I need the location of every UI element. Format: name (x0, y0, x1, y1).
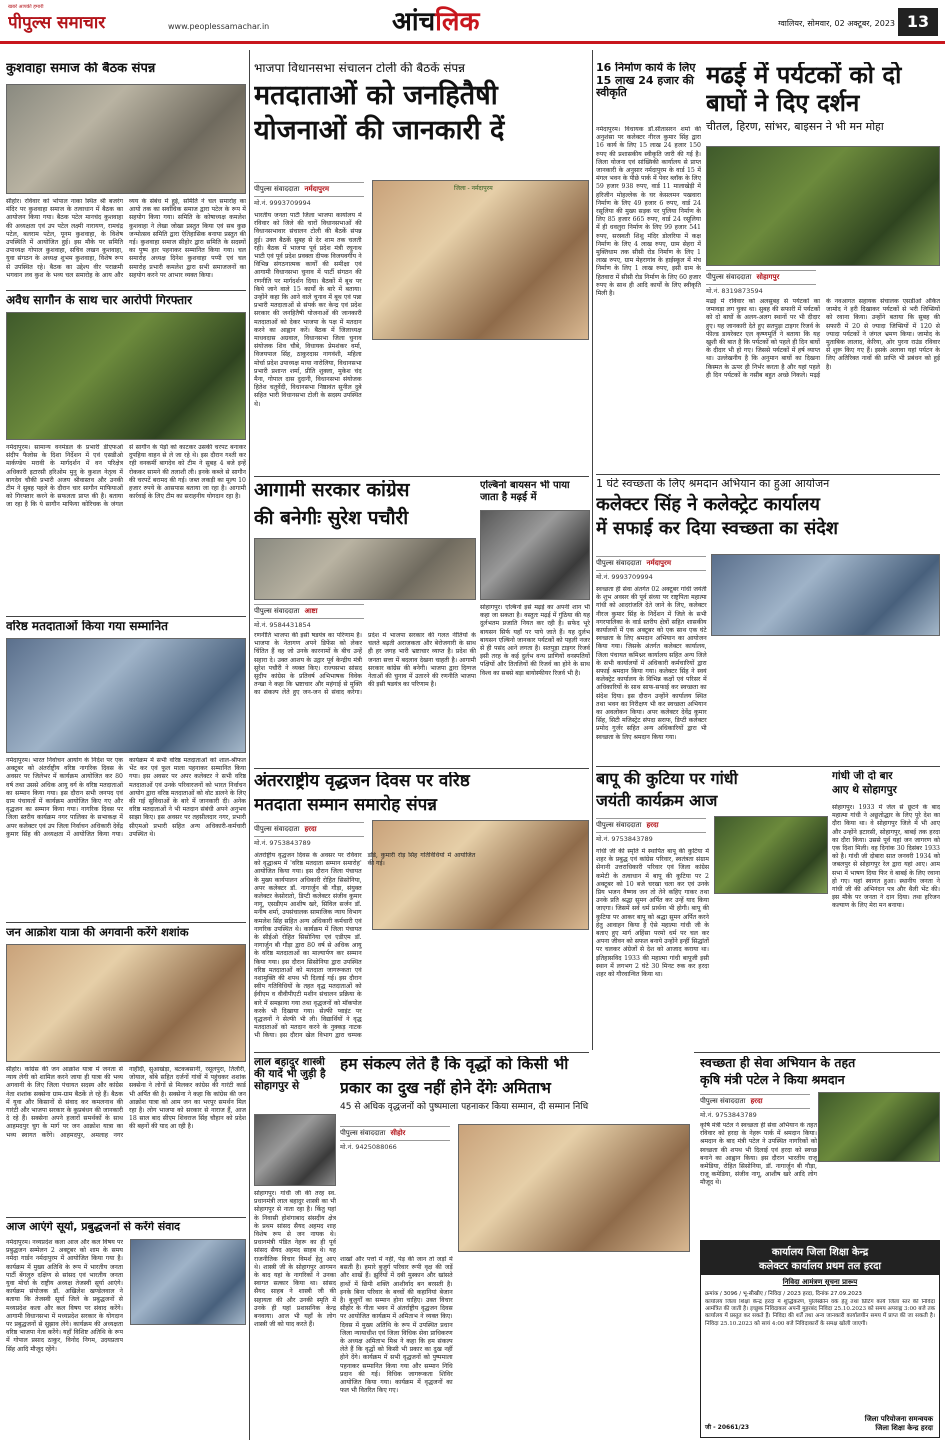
article-surya (6, 1221, 246, 1439)
title-line-2: की यादें भी जुड़ी है (254, 1068, 326, 1081)
article-body: सोहागपुर। गांधी जी की तरह स्व. प्रधानमंत्री लाल बहादुर शास्त्री का भी सोहागपुर से नाता रहा है। किंतु यहां के निवासी होशंगाबाद संसदीय क्षेत्र के प्रथम सांसद सैयद अहमद शाह विशेष रूप से जन नायक थे। प्रधानमंत्री पंडित नेहरू का ही पूर्व सांसद सैयद अहमद साहब थे। यह राजनीतिक विचार विमर्श हेतु आए थे। शास्त्री जी के सोहागपुर आगमन के बाद यहां के नागरिकों ने उनका स्वागत सत्कार किया था। सांसद सैयद साहब ने शास्त्री जी की सहायता की और उनकी स्मृति में उनके ही यहां प्रशासनिक केन्द्र बनवाया। आज भी यहाँ के लोग शास्त्री जी को याद करते हैं। (254, 1190, 336, 1329)
subhead: चीतल, हिरण, सांभर, बाइसन ने भी मन मोहा (706, 120, 884, 134)
divider (596, 474, 940, 475)
headline-line-1: बापू की कुटिया पर गांधी (596, 770, 738, 788)
article-bjp (254, 62, 589, 472)
byline (254, 604, 364, 619)
masthead (0, 0, 945, 42)
article-body: मढई में रविवार को अलसुबह से पर्यटकों का जमावड़ा लग चुका था। सुबह की सफारी में पर्यटकों को दो बाघों के अलग-अलग स्थानों पर भी दीदार हुए। यह जानकारी देते हुए सतपुड़ा टाइगर रिजर्व के फील्ड डायरेक्टर एल कृष्णमूर्ति ने बताया कि यह खुशी की बात है कि पर्यटकों को पहले ही दिन बाघों के दीदार भी हो गए। जिससे पर्यटकों में हर्ष व्याप्त था। उल्लेखनीय है कि अनुमान बाघों का दिखना किस्मत के ऊपर ही निर्भर करता है और यहां पहले ही दिन पर्यटकों के नसीब बहुत अच्छे निकले। मढ़ई के नवआगत सहायक संचालक एसडीओ अंकित जामोद ने हरी दिखाकर पर्यटकों से भरी जिप्सियों को रवाना किया। उन्होंने बताया कि सुबह की सफारी में 20 से ज्यादा जिप्सियों में 120 से ज्यादा पर्यटकों ने जंगल भ्रमण किया। जामोद के मुताबिक लालाद, केरिया, ओर पुरना राउंड रविवार से शुरू किए गए हैं। इसके अलावा यहां पर्यटन के लिए अतिरिक्त नावों की प्राप्ति भी प्रबंधन को हुई है। (706, 298, 940, 379)
mobile: मो.नं. 9753843789 (254, 839, 311, 847)
location: हरदा (750, 1097, 763, 1105)
article-shramdaan (596, 478, 940, 763)
headline: एल्बिनो बायसन भी पाया जाता है मढ़ई में (480, 480, 570, 503)
headline-line-2: कृषि मंत्री पटेल ने किया श्रमदान (700, 1072, 845, 1088)
column-divider (249, 50, 250, 1440)
article-body: सोहागपुर। 1933 में जेल से छूटने के बाद महात्मा गांधी ने अछूतोद्धार के लिए पूरे देश का दौरा किया था। वे सोहागपुर जिले में भी आए और उन्होंने इटारसी, सोहागपुर, बाबई तक हरदा का दौरा किया। उससे पूर्व यहां जन जागरण को एक दिशा मिली। वह दिनांक 30 दिसंबर 1933 को है। गांधी जी दोबारा सात जनवरी 1934 को जबलपुर से सोहागपुर रेल द्वारा यहां आए। आम सभा में भाषण दिया फिर वे बाबई के लिए रवाना हो गए। यहां स्वागत हुआ। स्थानीय जनता ने गांधी जी की अभिनंदन पत्र और थैली भेंट की। इस मौके पर जनता ने दान दिया। तथा हरिजन कल्याण के लिए मेरा मन बनाया। (832, 804, 940, 910)
mobile: मो.नं. 9425088066 (340, 1143, 397, 1151)
headline-line-2: मतदाता सम्मान समारोह संपन्न (254, 794, 437, 815)
notice-header-line-1: कार्यालय जिला शिक्षा केन्द्र (771, 1247, 869, 1258)
mobile: मो.नं. 9753843789 (700, 1111, 757, 1119)
reporter: पीपुल्स संवाददाता (254, 825, 300, 833)
notice-subtitle: निविदा आमंत्रण सूचना प्रारूप (782, 1278, 858, 1286)
headline-line-2: प्रकार का दुख नहीं होने देंगेः अमिताभ (340, 1078, 551, 1097)
byline (700, 1094, 810, 1109)
notice-header-line-2: कलेक्टर कार्यालय प्रथम तल हरदा (758, 1261, 882, 1272)
article-body: अंतर्राष्ट्रीय वृद्धजन दिवस के अवसर पर रविवार को वृद्धाश्रम में 'वरिष्ठ मतदाता सम्मान समारोह' आयोजित किया गया। इस दौरान जिला पंचायत के मुख्य कार्यपालन अधिकारी रोहित सिसोनिया, अपर कलेक्टर डॉ. नागार्जुन बी गौड़ा, संयुक्त कलेक्टर केसोरातो, डिप्टी कलेक्टर संजीव कुमार नागू, एसडीएम आशीष खरे, सिविल सर्जन डॉ. मनीष शर्मा, उपसंचालक सामाजिक न्याय विभाग कमलेश सिंह सहित अन्य अधिकारी कर्मचारी एवं नागरिक उपस्थित थे। कार्यक्रम में जिला पंचायत के सीईओ रोहित सिसोनिया एवं एडीएम डॉ. नागार्जुन बी गौड़ा द्वारा 80 वर्ष से अधिक आयु के वरिष्ठ मतदाताओं का माल्यार्पण कर सम्मान किया गया। इस दौरान सिसोनिया द्वारा उपस्थित वरिष्ठ मतदाताओं को मतदाता जागरूकता एवं नशामुक्ति की शपथ भी दिलाई गई। इस दौरान स्वीप गतिविधियों के तहत वृद्ध मतदाताओं को ईवीएम व वीवीपीएटी मशीन संचालन प्रक्रिया के बारे में समझाया गया तथा वृद्धजनों को मॉकपोल करके भी दिखाया गया। सेल्फी प्वाइंट पर वृद्धजनों ने सेल्फी भी ली। विद्यार्थियों ने वृद्ध मतदाताओं को मतदान करने के नुक्कड़ नाटक भी किया। इस दौरान खेल विभाग द्वारा चम्पक डोंडे, कुमारी रोड़ सिंह गतिविधियों में आयोजित की गई। (254, 852, 476, 1040)
divider (694, 1052, 940, 1053)
headline-line-1: स्वच्छता ही सेवा अभियान के तहत (700, 1056, 856, 1070)
article-body: गांधी जी की स्मृति में स्थापित बापू की कुटिया में शहर के प्रबुद्ध एवं कांग्रेस परिवार, स्वतंत्रता संग्राम सेनानी उत्तराधिकारी परिवार एवं जिला कांग्रेस कमेटी के तत्वाधान में बापू की कुटिया पर 2 अक्टूबर को 10 बजे चरखा चला कर एवं उनके प्रिय भजन वैष्णव जन तो तेने कहिए गाकर तथा उनके प्रति श्रद्धा सुमन अर्पित कर उन्हें याद किया जाएगा। जिसमें सर्व धर्म प्रार्थना भी होगी। बापू की कुटिया पर आकर बापू को श्रद्धा सुमन अर्पित करने हेतु आवाहन किया है ऐसे महात्मा गांधी जी के बताए हुए मार्ग अहिंसा परमो धर्म पर चल कर अपना जीवन को सफल बनाये उन्होंने इन्हीं सिद्धांतों पर चलकर अंग्रेजों से देश को आजाद कराया था। इतिहासविद 1933 की महात्मा गांधी बापूजी इसी स्थान में लगभग 2 घंटे 30 मिनट रुक कर हरदा शहर को गौरवान्वित किया था। (596, 848, 709, 979)
kicker: 1 घंटे स्वच्छता के लिए श्रमदान अभियान का हुआ आयोजन (596, 478, 830, 490)
divider (6, 1217, 246, 1218)
mobile: मो.नं. 9753843789 (596, 835, 653, 843)
article-kushwaha (6, 62, 246, 287)
article-body: कृषि मंत्री पटेल ने स्वच्छता ही सेवा अभियान के तहत रविवार को हरदा के नेहरू पार्क में श्रमदान किया। श्रमदान के बाद मंत्री पटेल ने उपस्थित नागरिकों को स्वच्छता की शपथ भी दिलाई एवं हरदा को स्वच्छ बनाने का आह्वान किया। इस दौरान भारतीय राजू कमेडिया, रोहित सिसोनिया, डॉ. नागार्जुन बी गौड़ा, राजू कमेडिया, संजीव नागू, आशीष खरे आदि लोग मौजूद थे। (700, 1122, 817, 1187)
location: हरदा (646, 821, 659, 829)
article-body: नर्मदापुरम। विधायक डॉ.सीतासरन शर्मा की अनुशंसा पर कलेक्टर नीरज कुमार सिंह द्वारा 16 कार्य के लिए 15 लाख 24 हजार 150 रुपए की प्रशासकीय स्वीकृति जारी की गई है। जिला योजना एवं सांख्यिकी कार्यालय से प्राप्त जानकारी के अनुसार नर्मदापुरम के वार्ड 15 में मंगल भवन के पीछे पार्क में पेवर ब्लॉक के लिए 59 हजार 938 रुपए, वार्ड 11 मालाखेड़ी में हरिजीन मोहल्लेक के घर केसलमन पखवारा निर्माण के लिए 49 हजार 6 रुपए, वार्ड 24 रसूलिया की मुख्य सड़क पर पुलिया निर्माण के लिए 85 हजार 665 रुपए, वार्ड 24 रसूलिया में ही धवलुरा निर्माण के लिए 99 हजार 541 रुपए, सरस्वती शिशु मंदिर डोलरिया में कक्ष निर्माण के लिए 4 लाख रुपए, ग्राम सेहरा में मुक्तिधाम तक सीसी रोड निर्माण के लिए 1 लाख रुपए, ग्राम मेहरागांव के हाईस्कूल में मंच निर्माण के लिए 1 लाख रुपए, इसी ग्राम के हितवारा में सीसी रोड निर्माण के लिए 60 हजार रुपए के साथ ही आदि कार्यों के लिए स्वीकृति मिली है। (596, 126, 701, 298)
location: नर्मदापुरम (646, 559, 672, 567)
signatory-line-1: जिला परियोजना समन्वयक (864, 1415, 933, 1423)
bison-photo (480, 510, 590, 600)
reporter: पीपुल्स संवाददाता (254, 185, 300, 193)
subhead: 45 से अधिक वृद्धजनों को पुष्पमाला पहनाकर किया सम्मान, दी सम्मान निधि (340, 1101, 589, 1112)
reporter: पीपुल्स संवाददाता (700, 1097, 746, 1105)
tiger-photo (706, 146, 940, 266)
headline-line-1: मतदाताओं को जनहितैषी (254, 79, 498, 111)
headline-line-1: अंतरराष्ट्रीय वृद्धजन दिवस पर वरिष्ठ (254, 772, 470, 791)
mobile: मो.नं. 9993709994 (596, 573, 653, 581)
byline (254, 822, 364, 837)
article-elderly-voters (6, 620, 246, 920)
shastri-photo (254, 1114, 336, 1186)
column-divider (592, 50, 593, 1050)
kicker: भाजपा विधानसभा संचालन टोली की बैठकें संपन्न (254, 62, 466, 75)
reporter: पीपुल्स संवाददाता (254, 607, 300, 615)
article-shastri (254, 1056, 336, 1436)
headline-line-1: आगामी सरकार कांग्रेस (254, 480, 410, 501)
reporter: पीपुल्स संवाददाता (596, 821, 642, 829)
title-line-1: गांधी जी दो बार (832, 770, 893, 782)
logo-tag: खबरें आपकी हमारी (8, 4, 44, 10)
location: हरदा (304, 825, 317, 833)
reporter: पीपुल्स संवाददाता (596, 559, 642, 567)
article-body: सोहागपुर। एल्बिनो इसे मढ़ई का अपनी शान भी कहा जा सकता है। वस्तुतः मढ़ई में गुंठिया की यह दुर्लभतम प्रजाति नियत कर रही है। सफेद भूरे बायसन सिर्फ यहाँ पर पाये जाते हैं। यह दुर्लभ बायसन एल्बिनो जानकार पर्यटकों को पहली नजर से ही पसंद आने लगता है। सतपुड़ा टाइगर रिजर्व इसी तरह के कई दुर्लभ वन्य प्राणियों वनस्पतियों पक्षियों और तितलियों की रिजर्व का होने के साथ विश्व का सबसे बड़ा बायोस्फीयर रिजर्व भी है। (480, 604, 590, 677)
article-body: शाखों और पत्तों में नहीं, पेड़ की जान तो जड़ों में बसती है। हमारे बुजुर्ग परिवार रूपी वृक्ष की जड़ें और शाखें हैं। झुर्रियों में दबी मुस्कान और खांसते हाथों में छिपी शक्ति आशीर्वाद बन बरसती है। इनके बिना परिवार के बच्चों की कहानियां बेजान है। बुजुर्गों का सम्मान होना चाहिए। उक्त विचार सीहोर के गीता भवन में अंतर्राष्ट्रीय वृद्धजन दिवस पर आयोजित कार्यक्रम में अमिताभ ने व्यक्त किए। दिवस में मुख्य अतिथि के रूप में उपस्थित प्रधान जिला न्यायाधीश एवं जिला विधिक सेवा प्राधिकरण के अध्यक्ष अमिताभ मिश्र ने कहा कि हम संकल्प लेते हैं कि वृद्धों को किसी भी प्रकार का दुख नहीं होने देंगे। कार्यक्रम में सभी वृद्धजनों को पुष्पमाला पहनाकर सम्मानित किया गया और सम्मान निधि प्रदान की गई। विधिक जागरूकता शिविर आयोजित किया गया। कार्यक्रम में वृद्धजनों का फल भी वितरित किए गए। (340, 1256, 453, 1395)
mobile: मो.नं. 9584431854 (254, 621, 311, 629)
notice-header (701, 1241, 939, 1275)
divider (596, 766, 940, 767)
notice-ref: क्रमांक / 3096 / भू-सीखीए / निविदा / 2023 हरदा, दिनांक 27.09.2023 (705, 1291, 862, 1297)
location: सीहोर (390, 1129, 406, 1137)
headline-line-2: जयंती कार्यक्रम आज (596, 791, 718, 811)
masthead-rule (0, 41, 945, 44)
article-body: भारतीय जनता पार्टी जिला भाजपा कार्यालय में रविवार को जिले की चारों विधानसभाओं की विधानसभावार संचालन टोली की बैठकेंं संपन्न हुई। उक्त बैठकें सुबह से देर शाम तक चलती रही। बैठक में भाजपा पूर्व प्रदेश मंत्री रघुनाथ भाटी एवं पूर्व प्रदेश प्रवक्ता दीपक विजयवर्गीय ने विभिन्न संगठनात्मक कार्यों की समीक्षा एवं आगामी विधानसभा चुनाव में पार्टी संगठन की रणनीति पर मार्गदर्शन दिया। बैठकों में बूथ पर किये जाने वाले 15 कार्यों के बारे में बताया। उन्होंने कहा कि आने वाले चुनाव में बूथ एवं पन्ना प्रभारी मतदाताओं से संपर्क कर केन्द्र एवं प्रदेश सरकार की जनहितैषी योजनाओं की जानकारी मतदाताओं को देकर भाजपा के पक्ष में मतदान करने का आह्वान करें। बैठक में जिलाध्यक्ष माधवदास अग्रवाल, विधानसभा जिला चुनाव संयोजक शिव चौबे, विधायक प्रेमशंकर वर्मा, विजयपाल सिंह, ठाकुरदास नागवंशी, महिला मोर्चा प्रदेश उपाध्यक्ष माया नारोलिया, विधानसभा प्रभारी प्रशान्त शर्मा, प्रीति शुक्ला, मुकेश चंद मैना, गोपाल दास दुदानी, विधानसभा संयोजक हितेश चतुर्वेदी, विधानसभा निष्ठावंत सुनील दुबे सहित भारी विधानसभा टोली के सदस्य उपस्थित थे। (254, 212, 362, 408)
arrest-photo (6, 312, 246, 440)
notice-signatory (865, 1415, 933, 1433)
portrait-photo (130, 1239, 246, 1325)
divider (254, 476, 589, 477)
article-body: सीहोर। कांग्रेस की जन आक्रोश यात्रा में जनता से न्याय लेगी को शामिल करने जाया ही यात्रा की भव्य अगवानी के लिए जिला पंचायत सदस्य और कांग्रेस नेता शशांक सक्सेना ग्राम-ग्राम बैठकें ले रहे हैं। बैठक में युवा और किसानों से संवाद कर कमलनाथ की गारंटी और भाजपा सरकार के कुप्रबंधन की जानकारी दे रहे हैं। सक्सेना अपने हजारों समर्थकों के साथ आहमदपुर चुग के मार्ग पर जन आक्रोश यात्रा का भव्य स्वागत करेंगे। आहमदपुर, अमलाह नगर नाहीदी, सुआखेड़ा, बटकबसानी, रसूलपुरा, तिलौरी, जोयाल, बोंबे सहित दर्जनों गांवों में पहुंचकर शशांक सक्सेना ने लोगों से मिलकर कांग्रेस की गारंटी कार्ड भी अर्पित की है। सक्सेना ने कहा कि कांग्रेस की जन आक्रोश यात्रा को आम जन का भरपूर समर्थन मिल रहा है। लोग भाजपा को सरकार से नाराज हैं, आज 18 साल बाद सीएम शिवराज सिंह चौहान को प्रदेश की बहनों की याद आ रही है। (6, 1066, 246, 1139)
signatory-line-2: जिला शिक्षा केन्द्र हरदा (875, 1424, 933, 1432)
headline: मढई में पर्यटकों को दो बाघों ने दिए दर्शन (706, 62, 902, 117)
reporter: पीपुल्स संवाददाता (340, 1129, 386, 1137)
article-sagon-arrest (6, 294, 246, 612)
headline-line-1: हम संकल्प लेते है कि वृद्धों को किसी भी (340, 1056, 569, 1073)
article-tiger (706, 62, 940, 470)
title-line-3: सोहागपुर से (254, 1080, 300, 1093)
article-works (596, 62, 701, 470)
section-title (392, 2, 562, 38)
hall-photo (6, 638, 246, 753)
article-body: स्वच्छता ही सेवा अंतर्गत 02 अक्टूबर गांधी जयंती के शुभ अवसर की पूर्व संध्या पर राष्ट्रपिता महात्मा गांधी को आदरांजलि देते जाने के लिए, कलेक्टर नीरज कुमार सिंह के निर्देशन में जिले के सभी नगरपालिका के वार्ड स्तरीय क्षेत्रों सहित शासकीय कार्यालयों में एक अक्टूबर को एक साथ एक घंटे स्वच्छता के लिए श्रमदान अभियान का आयोजन किया गया। जिसके अंतर्गत कलेक्टर कार्यालय, जिला पंचायत कमिश्नर कार्यालय सहित अन्य जिले के सभी कार्यालयों में अधिकारी कर्मचारियों द्वारा सफाई श्रमदान किया गया। कलेक्टर सिंह ने स्वयं कलेक्ट्रेट कार्यालय के विभिन्न कक्षों एवं परिसर में अधिकारियों के साथ साफ-सफाई कर स्वच्छता का संदेश दिया। इस दौरान उन्होंने कार्यालय स्थित तथा भवन का निरीक्षण भी कर स्वच्छता अभियान का अवलोकन किया। अपर कलेक्टर देवेंद्र कुमार सिंह, सिटी मजिस्ट्रेट संपदा सराफ, डिप्टी कलेक्टर प्रमोद गुर्जर सहित अन्य अधिकारियों द्वारा भी स्वच्छता के लिए श्रमदान किया गया। (596, 586, 707, 741)
article-body: रणनीति भाजपा की इसी षडयंत्र का परिणाम है। भाजपा के नेतागण अपने डिफेंस को लेकर चिंतित हैं वह जो उनके कारनामों के बीच उन्हें सहारा दे। उक्त आशय के उद्गार पूर्व केन्द्रीय मंत्री सुरेश पचौरी ने व्यक्त किए। राज्यसभा सांसद सुदीप कांग्रेस के प्रतिवर्ष अभिभाषक विवेक तन्खा ने कहा कि भ्रष्टाचार और महंगाई से मुक्ति का संकल्प लेते हुए जन-जन से संवाद करेगा। प्रदेश में भाजपा सरकार की गलत नीतियों के चलते बढ़ती अराजकता और बेरोजगारी के साथ ही हर जगह भारी भ्रष्टाचार व्याप्त है। प्रदेश की जनता सत्ता में बदलाव देखना चाहती है। आगामी सरकार कांग्रेस की बनेगी। भाजपा द्वारा दिग्गज नेताओं की चुनाव में उतारने की रणनीति भाजपा की इसी षडयंत्र का परिणाम है। (254, 632, 476, 697)
headline-line-2: योजनाओं की जानकारी दें (254, 114, 505, 146)
headline: जन आक्रोश यात्रा की अगवानी करेंगे शशांक (6, 926, 189, 939)
page-number: 13 (898, 8, 938, 36)
article-body-left: नर्मदापुरम। नव्यप्रदेश कला आज और कल विषय पर प्रबुद्धजन सम्मेलन 2 अक्टूबर को शाम के समय नर्मदा गार्डन नर्मदापुरम में आयोजित किया गया है। कार्यक्रम में मुख्य अतिथि के रूप में भारतीय जनता पार्टी बेंगलुरु दक्षिण से सांसद एवं भारतीय जनता युवा मोर्चा के राष्ट्रीय अध्यक्ष तेजस्वी सूर्या आएंगे। कार्यक्रम संयोजक डॉ. अखिलेश खण्डेलवाल ने बताया कि तेजस्वी सूर्या जिले के प्रबुद्धजनों से मध्यप्रदेश कला और कल विषय पर संवाद करेंगे। आगामी विधानसभा में मध्यप्रदेश सरकार के योगदान पर प्रबुद्धजनों से सुझाव लेंगे। कार्यक्रम की अध्यक्षता वरिष्ठ भाजपा नेता करेंगे। यहाँ विशिष्ट अतिथि के रूप में गोपाल प्रसाद ठाकुर, विनोद निगम, उदयप्रताप सिंह आदि मौजूद रहेंगे। (6, 1239, 123, 1353)
byline (706, 270, 816, 285)
byline (596, 556, 706, 571)
location: सोहागपुर (756, 273, 780, 281)
divider (254, 768, 589, 769)
divider (6, 616, 246, 617)
honour-photo (458, 1124, 690, 1252)
website-url[interactable]: www.peoplessamachar.in (168, 22, 270, 31)
article-body: सीहोर। रविवार को भोपाल नाका स्थित श्री बजरंग मंदिर पर कुशवाहा समाज के तत्वाधान में बैठक का आयोजन किया गया। बैठक पटेल मानचंद कुशवाहा की अध्यक्षता एवं उप पटेल लक्ष्मी नारायण, रामचंद्र पटेल, बलराम पटेल, पूनम कुशवाहा, के विशेष उपस्थिति में आयोजित हुई। इस मौके पर समिति उपाध्यक्ष गोपाल कुशवाहा, सचिव लखन कुशवाहा, युवा संगठन के अध्यक्ष शुभम कुशवाहा, विशेष रूप से उपस्थित रहे। बैठक का उद्देश्य वीर पराक्रमी भगवान लव कुश के भव्य चल समारोह के आय और व्यय के संबंध में हुई, समिति ने चल समारोह का आयो तक का सर्वाधिक समाज द्वारा पटेल के रूप में सहयोग किया गया। समिति के कोषाध्यक्ष कमलेश कुशवाहा ने लेखा जोखा प्रस्तुत किया एवं सब कुछ जन्मोत्सव समिति द्वारा ऐतिहासिक बनाया प्रस्तुत की गई। कुशवाहा समाज सीहोर द्वारा समिति के सदस्यों का पुष्प हार पहनाकर सम्मानित किया गया। चल समारोह अध्यक्ष दिनेश कुशवाहा पप्पी एवं चल समारोह प्रभारी कमलेश द्वारा सभी समाजजनों का सहयोग करने पर आभार व्यक्त किया। (6, 198, 246, 279)
article-bison (480, 480, 590, 765)
location: आष्टा (304, 607, 318, 615)
location: नर्मदापुरम (304, 185, 330, 193)
article-body: नर्मदापुरम। भारत निर्वाचन आयोग के निर्देश पर एक अक्टूबर को अंतर्राष्ट्रीय वरिष्ठ नागरिक दिवस के अवसर पर जिलेभर में कार्यक्रम आयोजित कर 80 वर्ष तथा उससे अधिक आयु वर्ग के वरिष्ठ मतदाताओं का सम्मान किया गया। इस दौरान सभी जनपद एवं ग्राम पंचायतों में कार्यक्रम आयोजित किए गए और वृद्धजन का सम्मान किया गया। नागरिक दिवस पर जिला स्तरीय कार्यक्रम नगर पालिका के सभाकक्ष में अपर कलेक्टर एवं उप जिला निर्वाचन अधिकारी देवेंद्र कुमार सिंह की अध्यक्षता में आयोजित किया गया। कार्यक्रम में सभी वरिष्ठ मतदाताओं को शाल-श्रीफल भेंट कर एवं फूल माला पहनाकर सम्मानित किया गया। इस अवसर पर अपर कलेक्टर ने सभी वरिष्ठ मतदाताओं एवं उनके परिवारजनों को भारत निर्वाचन आयोग द्वारा वरिष्ठ मतदाताओं को वोट डालने के लिए की गई सुविधाओं के बारे में जानकारी दी। अनेक वरिष्ठ मतदाताओं ने भी मतदान संबंधी अपने अनुभव साझा किए। इस अवसर पर तहसीलदार नगर, प्रभारी सीएमओ प्रभारी सहित अन्य अधिकारी-कर्मचारी उपस्थित थे। (6, 757, 246, 838)
notice-code: जी - 20661/23 (705, 1424, 750, 1431)
section-title-part-a: आंच (392, 7, 436, 37)
title-line-2: आए थे सोहागपुर (832, 784, 897, 797)
logo-text: पीपुल्स समाचार (8, 13, 106, 33)
divider (254, 1052, 589, 1053)
newspaper-logo[interactable] (8, 4, 168, 34)
headline: 16 निर्माण कार्य के लिए 15 लाख 24 हजार की स्वीकृति (596, 62, 696, 100)
article-body: नर्मदापुरम। सामान्य वनमंडल के प्रभारी डीएफओ संदीप फैलोस के दिशा निर्देशन में एवं एसडीओ मार्कण्डेय मरावी के मार्गदर्शन में वन परिक्षेत्र अधिकारी इटारसी हरिओम मुनु के कुशल नेतृत्व में बागदेव चौकी प्रभारी अजय श्रीवास्तव और उनकी टीम ने सुबह पहले के दौरान चार सागौन माफियाओं को गिरफ्तार करने के सफलता प्राप्त की है। बताया जा रहा है कि ये सागौन माफिया कोरिचक के जंगल से सागौन के पेड़ों को काटकर उसकी चरपट बनाकर दुपहिया वाहन से ले जा रहे थे। इस दौरान गश्ती कर रही वनकर्मी बागदेव को टीम ने सुबह 4 बजे इन्हें रोककर सामने की तलाशी ली। इनके कब्जे से सागौन की चरपटें बरामद की गई। जब्त लकड़ी का मूल्य 10 हजार रुपये के आसपास बताया जा रहा है। आगामी कार्रवाई के लिए टीम का सराहनीय योगदान रहा है। (6, 444, 246, 509)
rally-photo (6, 944, 246, 1062)
article-elders-day (254, 772, 589, 1050)
mobile: मो.नं. 9993709994 (254, 199, 311, 207)
headline: आज आएंगे सूर्या, प्रबुद्धजनों से करेंगे संवाद (6, 1221, 181, 1233)
banner-label: जिला - नर्मदापुरम (454, 185, 493, 192)
divider (6, 922, 246, 923)
headline-line-2: की बनेगीः सुरेश पचौरी (254, 506, 409, 529)
dateline: ग्वालियर, सोमवार, 02 अक्टूबर, 2023 (778, 19, 895, 28)
article-gandhi-sohagpur (832, 770, 940, 1048)
byline (340, 1126, 450, 1141)
article-bapu-kutiya (596, 770, 828, 1048)
article-pachauri (254, 480, 476, 765)
rally-photo (254, 538, 476, 600)
article-amitabh (340, 1056, 690, 1436)
mobile: मो.नं. 8319873594 (706, 287, 763, 295)
article-jan-akrosh (6, 926, 246, 1214)
divider (6, 290, 246, 291)
reporter: पीपुल्स संवाददाता (706, 273, 752, 281)
section-title-part-b: लिक (435, 7, 480, 37)
headline: कुशवाहा समाज की बैठक संपन्न (6, 62, 156, 76)
tender-notice (700, 1240, 940, 1438)
headline-line-2: में सफाई कर दिया स्वच्छता का संदेश (596, 518, 839, 540)
notice-body: कार्यालय जिला शिक्षा केन्द्र हरदा में शुद्धिकरण, पुलिस्क्रीन वर्क हेतु तथा प्रिंटिंग कार्य जिला स्तर की निविदा आमंत्रित की जाती है। इच्छुक निविदाकार अपनी मुहरबंद निविदा 25.10.2023 को समय अपराह्न 3:00 बजे तक कार्यालय में प्रस्तुत कर सकते हैं। निविदा की शर्तें तथा अन्य जानकारी कार्यालयीन समय में प्राप्त की जा सकती है। निविदा 25.10.2023 को सायं 4:00 बजे निविदाकारों के समक्ष खोली जाएगी। (705, 1299, 935, 1327)
group-photo (6, 84, 246, 194)
byline (254, 182, 364, 197)
headline: अवैध सागौन के साथ चार आरोपी गिरफ्तार (6, 294, 193, 307)
article-patel (700, 1056, 940, 1234)
headline-line-1: कलेक्टर सिंह ने कलेक्ट्रेट कार्यालय (596, 493, 820, 515)
headline: वरिष्ठ मतदाताओं किया गया सम्मानित (6, 620, 168, 633)
byline (596, 818, 706, 833)
title-line-1: लाल बहादुर शास्त्री (254, 1056, 325, 1068)
